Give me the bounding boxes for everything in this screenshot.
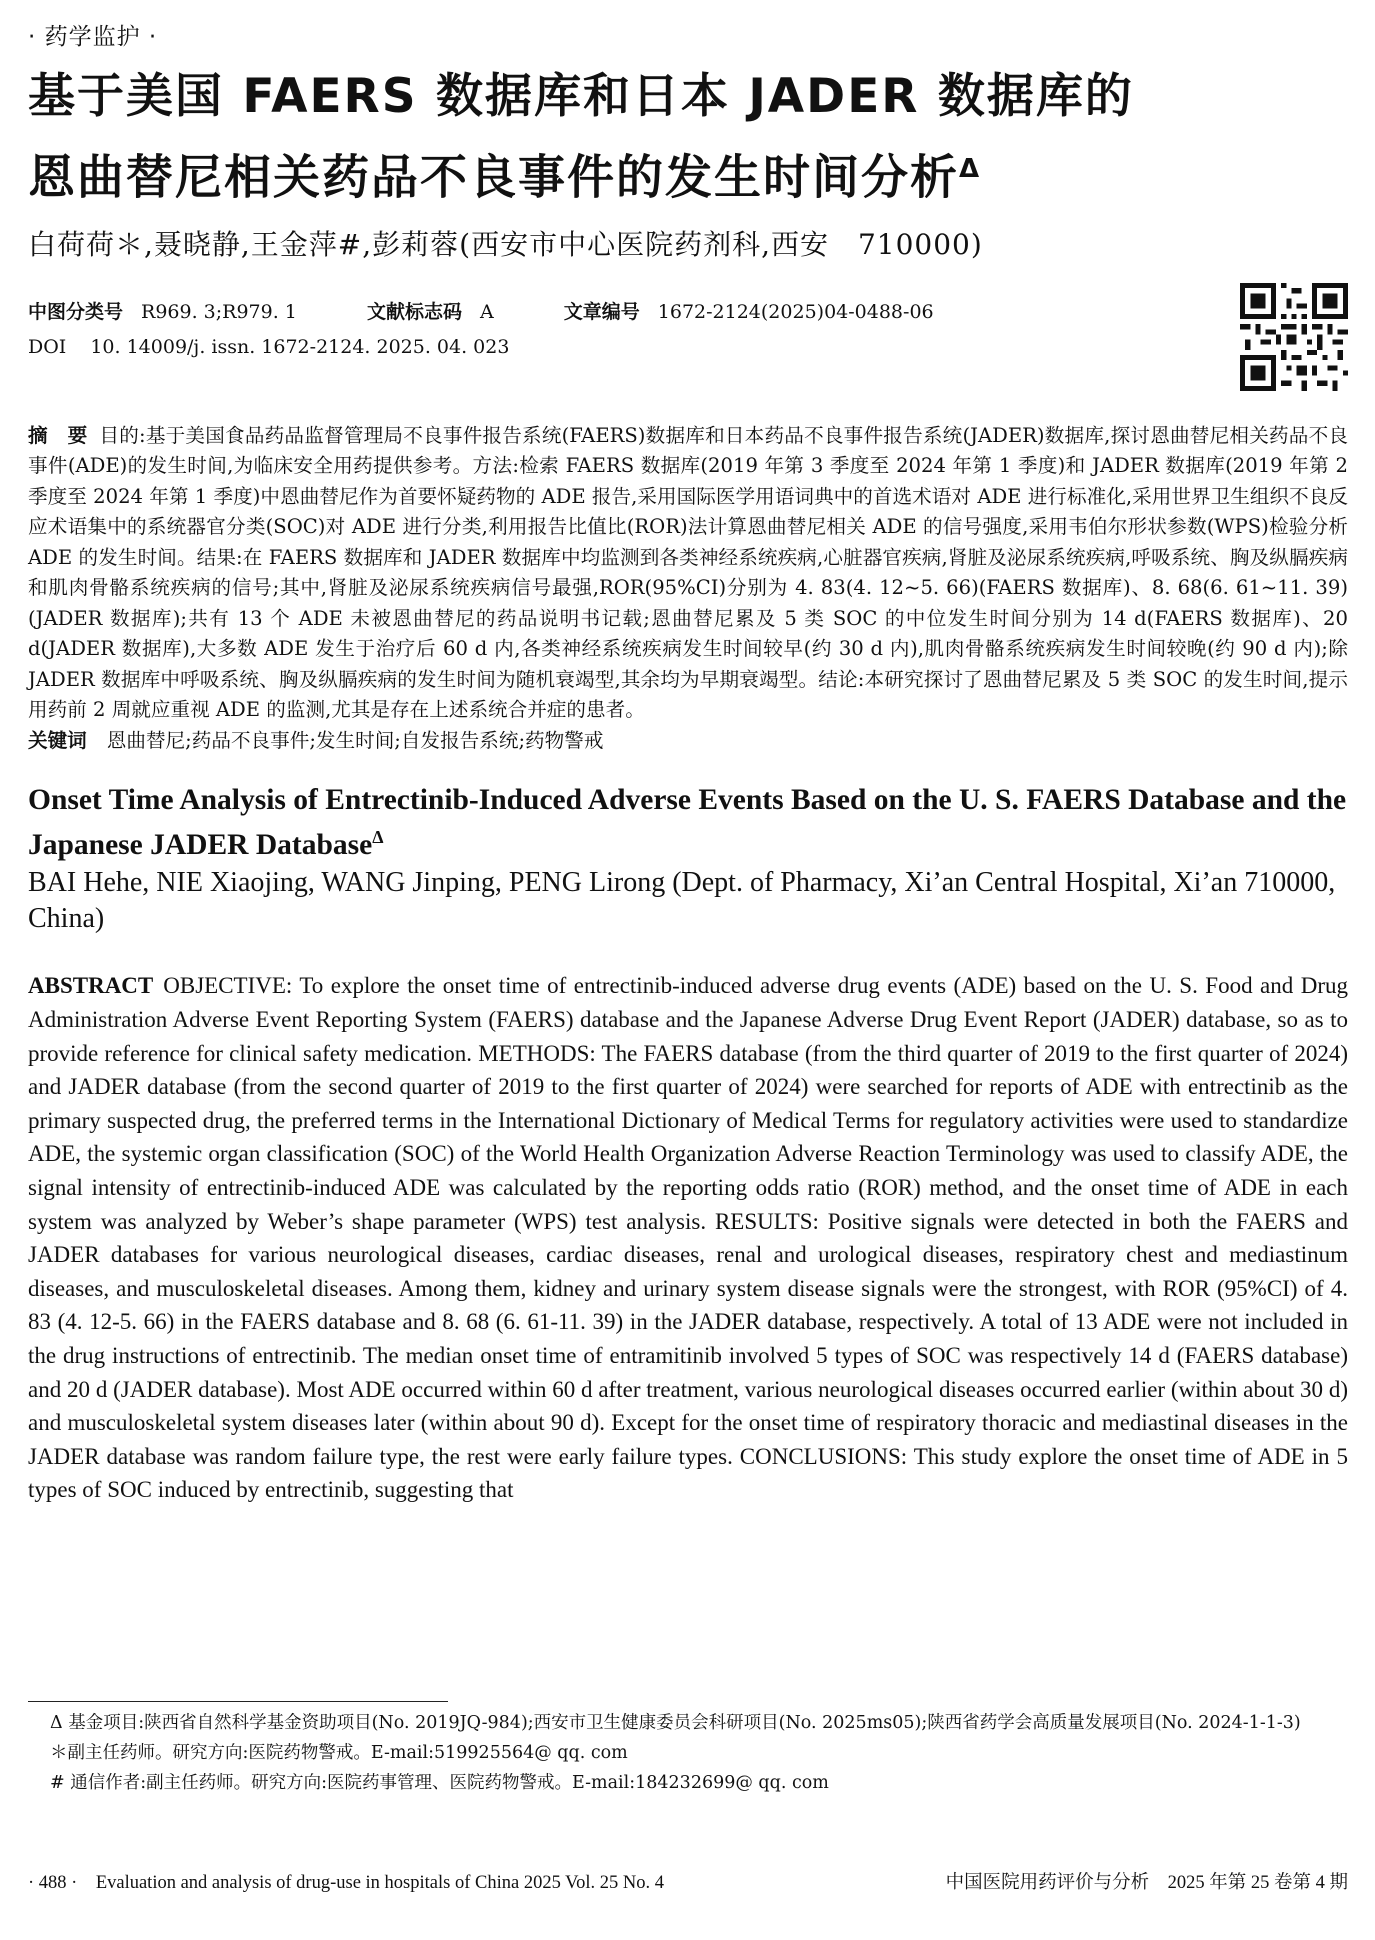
en-abstract-text: OBJECTIVE: To explore the onset time of entrectinib-induced adverse drug events (ADE) based on the U. S. Food and Drug Administration Adverse Event Reporting System (FAERS) database and the Japanese Adverse Drug Event Report (JADER) database, so as to provide reference for clinical safety medication. METHODS: The FAERS database (from the third quarter of 2019 to the first quarter of 2024) and JADER database (from the second quarter of 2019 to the first quarter of 2024) were searched for reports of ADE with entrectinib as the primary suspected drug, the preferred terms in the International Dictionary of Medical Terms for regulatory activities were used to standardize ADE, the systemic organ classification (SOC) of the World Health Organization Adverse Reaction Terminology was used to classify ADE, the signal intensity of entrectinib-induced ADE was calculated by the reporting odds ratio (ROR) method, and the onset time of ADE in each system was analyzed by Weber’s shape parameter (WPS) test analysis. RESULTS: Positive signals were detected in both the FAERS and JADER databases for various neurological diseases, cardiac diseases, renal and urological diseases, respiratory chest and mediastinum diseases, and musculoskeletal diseases. Among them, kidney and urinary system disease signals were the strongest, with ROR (95%CI) of 4. 83 (4. 12-5. 66) in the FAERS database and 8. 68 (6. 61-11. 39) in the JADER database, respectively. A total of 13 ADE were not included in the drug instructions of entrectinib. The median onset time of entramitinib involved 5 types of SOC was respectively 14 d (FAERS database) and 20 d (JADER database). Most ADE occurred within 60 d after treatment, various neurological diseases occurred earlier (within about 30 d) and musculoskeletal system diseases later (within about 90 d). Except for the onset time of respiratory thoracic and mediastinal diseases in the JADER database was random failure type, the rest were early failure types. CONCLUSIONS: This study explore the onset time of ADE in 5 types of SOC induced by entrectinib, suggesting that xyxy=(28,973,1348,1503)
cn-abstract-label: 摘 要 xyxy=(28,423,88,447)
qr-code-icon[interactable] xyxy=(1240,283,1348,391)
footnotes xyxy=(28,1708,1348,1798)
en-abstract-label: ABSTRACT xyxy=(28,973,154,999)
en-title-fund-mark: Δ xyxy=(372,826,384,847)
meta-line-2 xyxy=(28,336,1348,358)
cn-abstract-text: 目的:基于美国食品药品监督管理局不良事件报告系统(FAERS)数据库和日本药品不良事件报告系统(JADER)数据库,探讨恩曲替尼相关药品不良事件(ADE)的发生时间,为临床安全用药提供参考。方法:检索 FAERS 数据库(2019 年第 3 季度至 2024 年第 1 季度)和 JADER 数据库(2019 年第 2 季度至 2024 年第 1 季度)中恩曲替尼作为首要怀疑药物的 ADE 报告,采用国际医学用语词典中的首选术语对 ADE 进行标准化,采用世界卫生组织不良反应术语集中的系统器官分类(SOC)对 ADE 进行分类,利用报告比值比(ROR)法计算恩曲替尼相关 ADE 的信号强度,采用韦伯尔形状参数(WPS)检验分析 ADE 的发生时间。结果:在 FAERS 数据库和 JADER 数据库中均监测到各类神经系统疾病,心脏器官疾病,肾脏及泌尿系统疾病,呼吸系统、胸及纵膈疾病和肌肉骨骼系统疾病的信号;其中,肾脏及泌尿系统疾病信号最强,ROR(95%CI)分别为 4. 83(4. 12~5. 66)(FAERS 数据库)、8. 68(6. 61~11. 39)(JADER 数据库);共有 13 个 ADE 未被恩曲替尼的药品说明书记载;恩曲替尼累及 5 类 SOC 的中位发生时间分别为 14 d(FAERS 数据库)、20 d(JADER 数据库),大多数 ADE 发生于治疗后 60 d 内,各类神经系统疾病发生时间较早(约 30 d 内),肌肉骨骼系统疾病发生时间较晚(约 90 d 内);除 JADER 数据库中呼吸系统、胸及纵膈疾病的发生时间为随机衰竭型,其余均为早期衰竭型。结论:本研究探讨了恩曲替尼累及 5 类 SOC 的发生时间,提示用药前 2 周就应重视 ADE 的监测,尤其是存在上述系统合并症的患者。 xyxy=(28,423,1348,722)
cn-authors: 白荷荷＊,聂晓静,王金萍#,彭莉蓉(西安市中心医院药剂科,西安 710000) xyxy=(28,227,983,261)
article-page xyxy=(28,18,1348,1918)
meta-line-1 xyxy=(28,297,1348,324)
footer-right: 中国医院用药评价与分析 2025 年第 25 卷第 4 期 xyxy=(945,1873,1348,1893)
clc-label: 中图分类号 xyxy=(28,300,124,323)
footnote-divider xyxy=(28,1701,448,1702)
cn-title-line-1: 基于美国 FAERS 数据库和日本 JADER 数据库的 xyxy=(28,69,1134,124)
cn-keywords-text: 恩曲替尼;药品不良事件;发生时间;自发报告系统;药物警戒 xyxy=(106,728,604,752)
footnote-first-author: ＊副主任药师。研究方向:医院药物警戒。E-mail:519925564@ qq. com xyxy=(50,1743,628,1763)
cn-abstract xyxy=(28,421,1348,726)
clc-value: R969. 3;R979. 1 xyxy=(141,300,297,323)
en-title-text: Onset Time Analysis of Entrectinib-Induced Adverse Events Based on the U. S. FAERS Database and the Japanese JADER Database xyxy=(28,783,1347,861)
cn-keywords-label: 关键词 xyxy=(28,728,87,752)
footnote-corresponding: # 通信作者:副主任药师。研究方向:医院药事管理、医院药物警戒。E-mail:184232699@ qq. com xyxy=(50,1773,829,1793)
en-abstract xyxy=(28,969,1348,1507)
article-no-label: 文章编号 xyxy=(563,300,640,323)
en-authors: BAI Hehe, NIE Xiaojing, WANG Jinping, PENG Lirong (Dept. of Pharmacy, Xi’an Central Hospital, Xi’an 710000, China) xyxy=(28,867,1336,935)
cn-title-fund-mark: Δ xyxy=(959,154,982,184)
footnote-fund: Δ 基金项目:陕西省自然科学基金资助项目(No. 2019JQ-984);西安市卫生健康委员会科研项目(No. 2025ms05);陕西省药学会高质量发展项目(No. 2024-1-1-3) xyxy=(50,1713,1301,1733)
doc-code-value: A xyxy=(479,300,494,323)
section-tag: · 药学监护 · xyxy=(28,24,158,50)
cn-title-line-2 xyxy=(28,133,1348,215)
doi-label: DOI xyxy=(28,335,67,358)
doc-code-label: 文献标志码 xyxy=(366,300,462,323)
article-meta xyxy=(28,297,1348,397)
cn-title xyxy=(28,61,1348,215)
cn-keywords xyxy=(28,726,1348,756)
en-title xyxy=(28,782,1348,864)
footer-left: · 488 · Evaluation and analysis of drug-use in hospitals of China 2025 Vol. 25 No. 4 xyxy=(28,1873,664,1893)
doi-value: 10. 14009/j. issn. 1672-2124. 2025. 04. 023 xyxy=(90,335,510,358)
cn-title-line-2-text: 恩曲替尼相关药品不良事件的发生时间分析 xyxy=(28,150,959,206)
article-no-value: 1672-2124(2025)04-0488-06 xyxy=(657,300,934,323)
